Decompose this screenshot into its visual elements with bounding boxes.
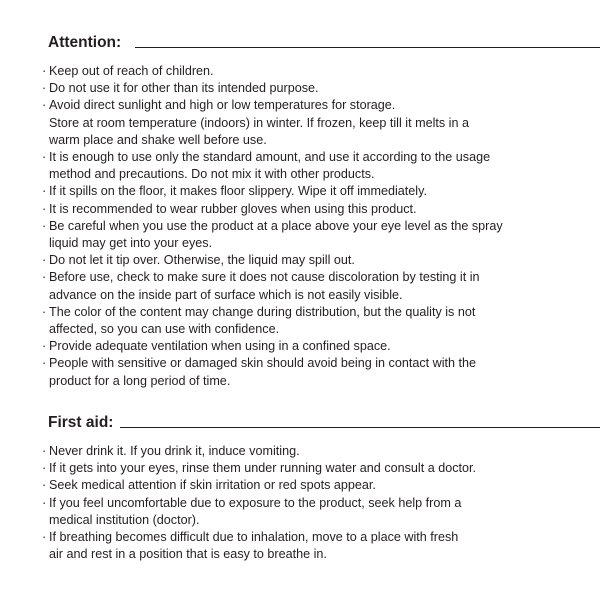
first-aid-section [0,413,600,562]
bullet-dot: · [42,98,47,113]
bullet-dot: · [42,150,47,165]
list-item [42,460,562,477]
list-item [42,252,562,269]
list-item-text: The color of the content may change during distribution, but the quality is not [49,304,476,319]
list-item-text: If you feel uncomfortable due to exposure to the product, seek help from a [49,495,462,510]
list-item-text: medical institution (doctor). [49,512,200,527]
list-item-text: Never drink it. If you drink it, induce vomiting. [49,444,300,458]
bullet-dot: · [42,253,47,268]
bullet-dot: · [42,304,47,319]
list-item-text: affected, so you can use with confidence. [49,322,280,337]
attention-heading: Attention: [48,34,122,51]
list-item [42,201,562,218]
list-item [42,338,562,355]
bullet-dot: · [42,356,47,371]
list-item-text: Provide adequate ventilation when using in a confined space. [49,339,391,354]
list-item-text: method and precautions. Do not mix it with other products. [49,167,375,182]
bullet-dot: · [42,478,47,493]
list-item-text: warm place and shake well before use. [49,132,267,147]
list-item [42,304,562,338]
list-item-text: Seek medical attention if skin irritation or red spots appear. [49,478,376,493]
bullet-dot: · [42,461,47,476]
list-item-text: Avoid direct sunlight and high or low temperatures for storage. [49,98,396,113]
list-item-text: If it spills on the floor, it makes floor slippery. Wipe it off immediately. [49,184,427,199]
bullet-dot: · [42,530,47,545]
list-item [42,269,562,303]
bullet-dot: · [42,218,47,233]
list-item-text: advance on the inside part of surface which is not easily visible. [49,287,403,302]
list-item-text: Keep out of reach of children. [49,64,214,78]
bullet-dot: · [42,444,47,458]
first-aid-heading: First aid: [48,414,114,431]
list-item-text: People with sensitive or damaged skin should avoid being in contact with the [49,356,477,371]
bullet-dot: · [42,270,47,285]
list-item [42,495,562,529]
list-item [42,355,562,389]
attention-section [0,33,600,388]
list-item [42,443,562,460]
first-aid-heading-row [0,413,600,435]
list-item [42,218,562,252]
list-item-text: Be careful when you use the product at a place above your eye level as the spray [49,218,503,233]
first-aid-heading-rule [120,427,600,428]
bullet-dot: · [42,64,47,78]
list-item-text: It is enough to use only the standard amount, and use it according to the usage [49,150,491,165]
attention-heading-row [0,33,600,55]
bullet-dot: · [42,184,47,199]
bullet-dot: · [42,495,47,510]
list-item-text: Before use, check to make sure it does not cause discoloration by testing it in [49,270,480,285]
list-item-text: If breathing becomes difficult due to inhalation, move to a place with fresh [49,530,459,545]
list-item-text: Do not let it tip over. Otherwise, the liquid may spill out. [49,253,355,268]
list-item-text: It is recommended to wear rubber gloves when using this product. [49,201,417,216]
list-item-text: product for a long period of time. [49,373,231,388]
list-item [42,63,562,80]
list-item [42,149,562,183]
attention-heading-rule [135,47,600,48]
list-item [42,529,562,563]
first-aid-list [42,443,562,563]
attention-list [42,63,562,390]
bullet-dot: · [42,339,47,354]
list-item [42,183,562,200]
bullet-dot: · [42,201,47,216]
list-item-text: Store at room temperature (indoors) in winter. If frozen, keep till it melts in a [49,115,469,130]
list-item [42,97,562,149]
list-item [42,477,562,494]
list-item-text: air and rest in a position that is easy to breathe in. [49,547,327,562]
bullet-dot: · [42,81,47,96]
list-item [42,80,562,97]
list-item-text: Do not use it for other than its intended purpose. [49,81,319,96]
list-item-text: liquid may get into your eyes. [49,236,213,251]
list-item-text: If it gets into your eyes, rinse them under running water and consult a doctor. [49,461,477,476]
